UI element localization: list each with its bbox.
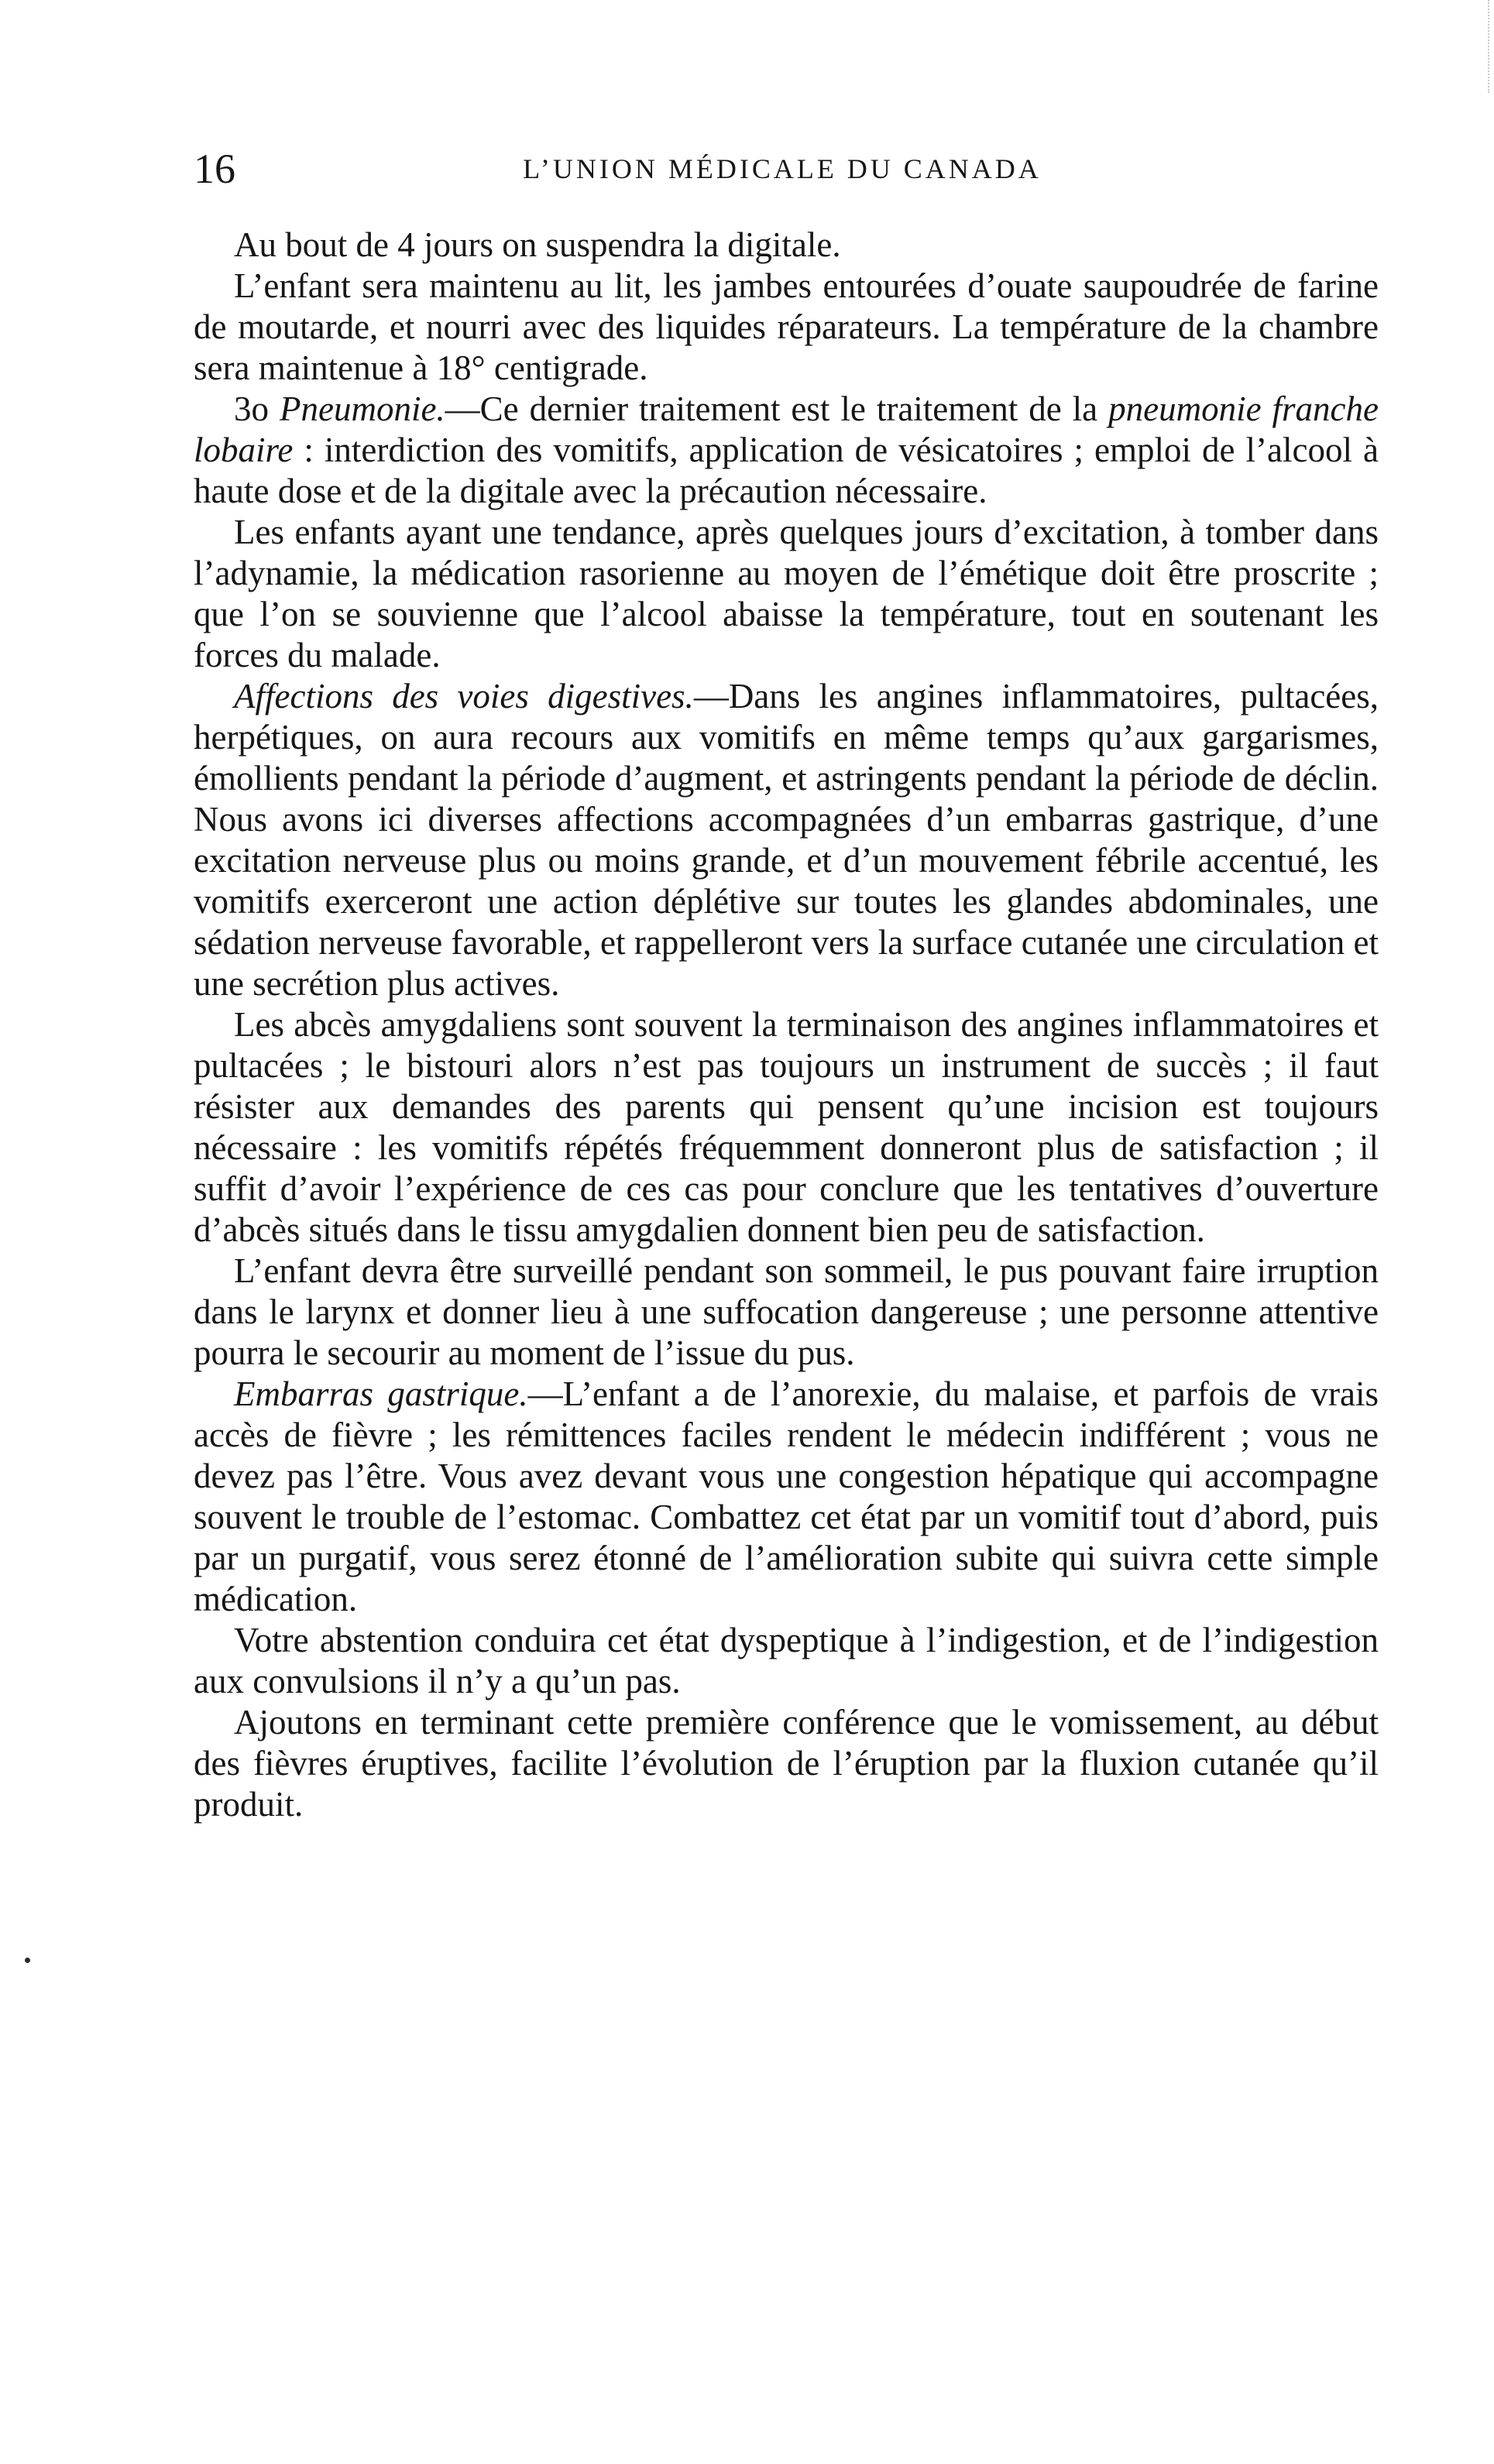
paragraph-text: L’enfant sera maintenu au lit, les jambes entourées d’ouate saupoudrée de farine de moutarde, et nourri avec des liquides réparateurs. La température de la chambre sera maintenue à 18° centigrade. <box>194 266 1379 387</box>
paragraph-pneumonie <box>194 389 1379 512</box>
page-edge-marks <box>1486 0 1489 93</box>
section-heading-embarras-gastrique: Embarras gastrique. <box>234 1374 528 1413</box>
paragraph-embarras-gastrique <box>194 1374 1379 1620</box>
italic-term: pneumonie franche lobaire <box>194 390 1379 469</box>
paragraph-text: Au bout de 4 jours on suspendra la digitale. <box>234 225 841 264</box>
paragraph-conclusion <box>194 1702 1379 1825</box>
paragraph-text: Votre abstention conduira cet état dyspeptique à l’indigestion, et de l’indigestion aux convulsions il n’y a qu’un pas. <box>194 1621 1379 1700</box>
paragraph-sommeil <box>194 1251 1379 1374</box>
paragraph-abces <box>194 1004 1379 1251</box>
paragraph-text: Les abcès amygdaliens sont souvent la terminaison des angines inflammatoires et pultacées ; le bistouri alors n’est pas toujours un instrument de succès ; il faut résister aux demandes des parents qui pensent qu’une incision est toujours nécessaire : les vomitifs répétés fréquemment donneront plus de satisfaction ; il suffit d’avoir l’expérience de ces cas pour conclure que les tentatives d’ouverture d’abcès situés dans le tissu amygdalien donnent bien peu de satisfaction. <box>194 1005 1379 1249</box>
paragraph-digitale <box>194 225 1379 266</box>
paragraph-text: —L’enfant a de l’anorexie, du malaise, et parfois de vrais accès de fièvre ; les rémittences faciles rendent le médecin indifférent ; vous ne devez pas l’être. Vous avez devant vous une congestion hépatique qui accompagne souvent le trouble de l’estomac. Combattez cet état par un vomitif tout d’abord, puis par un purgatif, vous serez étonné de l’amélioration subite qui suivra cette simple médication. <box>194 1374 1379 1618</box>
paragraph-enfant-lit <box>194 266 1379 389</box>
paragraph-text: Ajoutons en terminant cette première conférence que le vomissement, au début des fièvres éruptives, facilite l’évolution de l’éruption par la fluxion cutanée qu’il produit. <box>194 1703 1379 1824</box>
paragraph-text: —Dans les angines inflammatoires, pultacées, herpétiques, on aura recours aux vomitifs en même temps qu’aux gargarismes, émollients pendant la période d’augment, et astringents pendant la période de déclin. Nous avons ici diverses affections accompagnées d’un embarras gastrique, d’une excitation nerveuse plus ou moins grande, et d’un mouvement fébrile accentué, les vomitifs exerceront une action déplétive sur toutes les glandes abdominales, une sédation nerveuse favorable, et rappelleront vers la surface cutanée une circulation et une secrétion plus actives. <box>194 677 1379 1003</box>
paragraph-voies-digestives <box>194 676 1379 1004</box>
paragraph-text: L’enfant devra être surveillé pendant son sommeil, le pus pouvant faire irruption dans le larynx et donner lieu à une suffocation dangereuse ; une personne attentive pourra le secourir au moment de l’issue du pus. <box>194 1251 1379 1372</box>
paragraph-adynamie <box>194 512 1379 676</box>
running-header <box>194 138 1371 200</box>
section-heading-pneumonie: Pneumonie. <box>279 390 445 428</box>
paragraph-text: —Ce dernier traitement est le traitement de la <box>445 390 1109 428</box>
paragraph-number: 3o <box>234 390 280 428</box>
body-text <box>194 225 1379 1825</box>
paragraph-text: Les enfants ayant une tendance, après quelques jours d’excitation, à tomber dans l’adynamie, la médication rasorienne au moyen de l’émétique doit être proscrite ; que l’on se souvienne que l’alcool abaisse la température, tout en soutenant les forces du malade. <box>194 513 1379 674</box>
page-number: 16 <box>194 146 235 192</box>
section-heading-voies-digestives: Affections des voies digestives. <box>234 677 694 716</box>
running-title: L’UNION MÉDICALE DU CANADA <box>523 153 1042 184</box>
ink-speck <box>25 1958 30 1963</box>
paragraph-abstention <box>194 1620 1379 1702</box>
paragraph-text: : interdiction des vomitifs, application de vésicatoires ; emploi de l’alcool à haute dose et de la digitale avec la précaution nécessaire. <box>194 431 1379 510</box>
